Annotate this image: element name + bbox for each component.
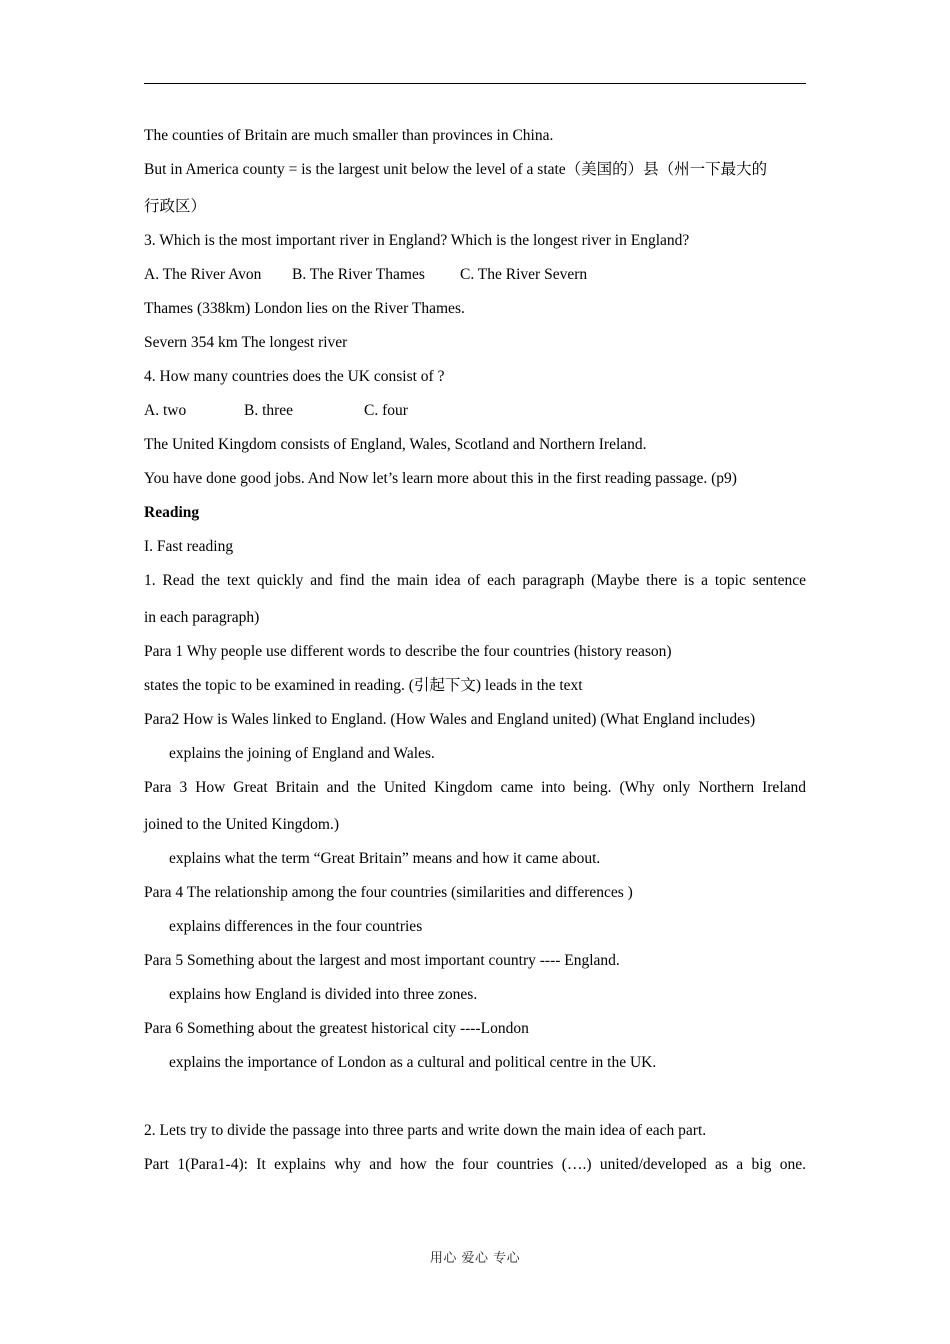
text-line: But in America county = is the largest unit below the level of a state（美国的）县（州一下最大的 — [144, 161, 768, 178]
option-a: A. The River Avon — [144, 266, 262, 283]
text-line: 1. Read the text quickly and find the main idea of each paragraph (Maybe there is a topic sentence — [144, 572, 806, 589]
para-explanation: explains the importance of London as a cultural and political centre in the UK. — [169, 1054, 657, 1071]
question-3: 3. Which is the most important river in England? Which is the longest river in England? — [144, 232, 690, 249]
para-item: Para 3 How Great Britain and the United Kingdom came into being. (Why only Northern Ireland — [144, 779, 806, 796]
para-item: Para 1 Why people use different words to describe the four countries (history reason) — [144, 643, 672, 660]
header-rule — [144, 83, 806, 84]
text-line: states the topic to be examined in reading. (引起下文) leads in the text — [144, 677, 583, 694]
text-line: Thames (338km) London lies on the River Thames. — [144, 300, 465, 317]
text-line: joined to the United Kingdom.) — [144, 816, 340, 833]
para-explanation: explains how England is divided into three zones. — [169, 986, 478, 1003]
option-c: C. four — [364, 402, 408, 419]
text-line: Severn 354 km The longest river — [144, 334, 348, 351]
para-item: Para 5 Something about the largest and most important country ---- England. — [144, 952, 620, 969]
option-b: B. The River Thames — [292, 266, 425, 283]
para-explanation: explains what the term “Great Britain” means and how it came about. — [169, 850, 601, 867]
question-4-options — [144, 399, 806, 433]
page-footer: 用心 爱心 专心 — [429, 1251, 521, 1266]
text-line: 2. Lets try to divide the passage into three parts and write down the main idea of each part. — [144, 1122, 707, 1139]
para-explanation: explains the joining of England and Wales. — [169, 745, 435, 762]
text-line: in each paragraph) — [144, 609, 260, 626]
text-line: The counties of Britain are much smaller than provinces in China. — [144, 127, 554, 144]
text-line: 行政区） — [144, 198, 207, 215]
para-item: Para2 How is Wales linked to England. (How Wales and England united) (What England includes) — [144, 711, 756, 728]
question-4: 4. How many countries does the UK consist of ? — [144, 368, 445, 385]
text-line: The United Kingdom consists of England, Wales, Scotland and Northern Ireland. — [144, 436, 647, 453]
section-heading: Reading — [144, 504, 200, 521]
blank-line — [144, 1085, 806, 1119]
para-item: Para 6 Something about the greatest historical city ----London — [144, 1020, 529, 1037]
text-line: You have done good jobs. And Now let’s learn more about this in the first reading passage. (p9) — [144, 470, 737, 487]
para-explanation: explains differences in the four countries — [169, 918, 423, 935]
subsection-heading: I. Fast reading — [144, 538, 234, 555]
option-b: B. three — [244, 402, 294, 419]
option-a: A. two — [144, 402, 187, 419]
option-c: C. The River Severn — [460, 266, 588, 283]
document-body — [144, 124, 806, 1187]
question-3-options — [144, 263, 806, 297]
text-line: Part 1(Para1-4): It explains why and how the four countries (….) united/developed as a big one. — [144, 1156, 806, 1173]
para-item: Para 4 The relationship among the four countries (similarities and differences ) — [144, 884, 633, 901]
